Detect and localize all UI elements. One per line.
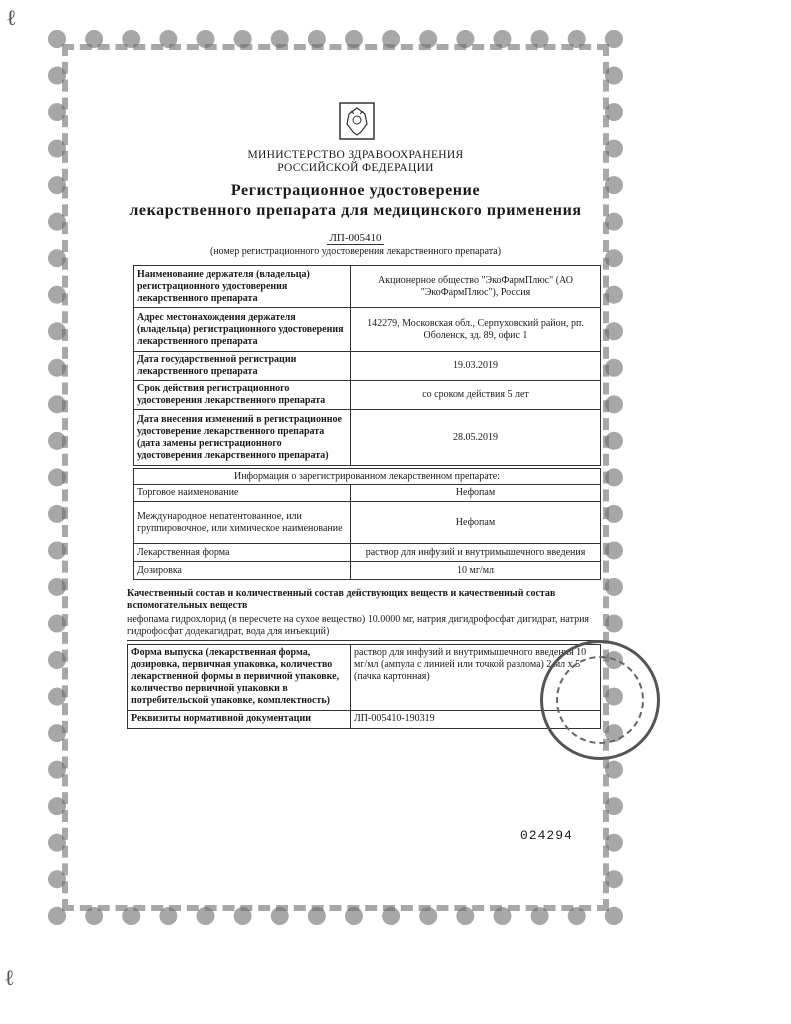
row-value: раствор для инфузий и внутримышечного введения	[351, 544, 601, 562]
row-label: Срок действия регистрационного удостоверения лекарственного препарата	[134, 381, 351, 410]
table-row	[134, 381, 601, 410]
corner-mark-icon: ℓ	[4, 965, 15, 990]
row-value: Акционерное общество "ЭкоФармПлюс" (АО "ЭкоФармПлюс"), Россия	[351, 266, 601, 308]
official-seal-inner-icon	[556, 656, 644, 744]
row-label: Форма выпуска (лекарственная форма, дозировка, первичная упаковка, количество лекарственной формы в первичной упаковке, количество первичной упаковки в потребительской упаковке, комплектность)	[128, 645, 351, 711]
row-value: раствор для инфузий и внутримышечного введения 10 мг/мл (ампула с линией или точкой разлома) 2 мл х 5 (пачка картонная)	[351, 645, 601, 711]
row-label: Дозировка	[134, 562, 351, 580]
registration-number	[0, 232, 711, 244]
row-label: Дата государственной регистрации лекарственного препарата	[134, 352, 351, 381]
row-value: со сроком действия 5 лет	[351, 381, 601, 410]
row-label: Торговое наименование	[134, 485, 351, 502]
table-row	[128, 711, 601, 729]
table-row	[134, 308, 601, 352]
table-row	[134, 352, 601, 381]
row-label: Наименование держателя (владельца) регистрационного удостоверения лекарственного препарата	[134, 266, 351, 308]
composition-heading: Качественный состав и количественный состав действующих веществ и качественный состав вспомогательных веществ	[127, 588, 556, 611]
coat-of-arms-icon	[339, 102, 375, 140]
registration-number-value: ЛП-005410	[329, 232, 382, 244]
row-label: Адрес местонахождения держателя (владельца) регистрационного удостоверения лекарственного препарата	[134, 308, 351, 352]
document-title-line1: Регистрационное удостоверение	[230, 182, 481, 199]
drug-info-table	[133, 484, 601, 580]
table-row	[134, 502, 601, 544]
row-value: 142279, Московская обл., Серпуховский район, рп. Оболенск, зд. 89, офис 1	[351, 308, 601, 352]
registration-table	[133, 265, 601, 466]
table-row	[128, 645, 601, 711]
ministry-name-line1: МИНИСТЕРСТВО ЗДРАВООХРАНЕНИЯ	[247, 149, 464, 161]
row-label: Реквизиты нормативной документации	[128, 711, 351, 729]
table-row	[134, 266, 601, 308]
serial-number: 024294	[520, 828, 573, 843]
row-value: 28.05.2019	[351, 410, 601, 466]
table-row	[134, 562, 601, 580]
row-value: Нефопам	[351, 502, 601, 544]
document-title-line2: лекарственного препарата для медицинского применения	[129, 202, 582, 219]
registration-number-caption: (номер регистрационного удостоверения лекарственного препарата)	[209, 246, 502, 257]
row-label: Лекарственная форма	[134, 544, 351, 562]
ministry-name-line2: РОССИЙСКОЙ ФЕДЕРАЦИИ	[277, 162, 434, 174]
table-row	[134, 410, 601, 466]
table-row	[134, 544, 601, 562]
corner-mark-icon: ℓ	[6, 5, 17, 30]
composition-text: нефопама гидрохлорид (в пересчете на сухое вещество) 10.0000 мг, натрия дигидрофосфат дигидрат, натрия гидрофосфат додекагидрат, вода для инъекций)	[127, 614, 601, 641]
row-label: Международное непатентованное, или группировочное, или химическое наименование	[134, 502, 351, 544]
table-row	[134, 485, 601, 502]
row-value: ЛП-005410-190319	[351, 711, 601, 729]
release-table	[127, 644, 601, 729]
drug-info-heading: Информация о зарегистрированном лекарственном препарате:	[133, 468, 601, 485]
row-value: Нефопам	[351, 485, 601, 502]
row-value: 19.03.2019	[351, 352, 601, 381]
row-label: Дата внесения изменений в регистрационное удостоверение лекарственного препарата (дата замены регистрационного удостоверения лекарственного препарата)	[134, 410, 351, 466]
row-value: 10 мг/мл	[351, 562, 601, 580]
